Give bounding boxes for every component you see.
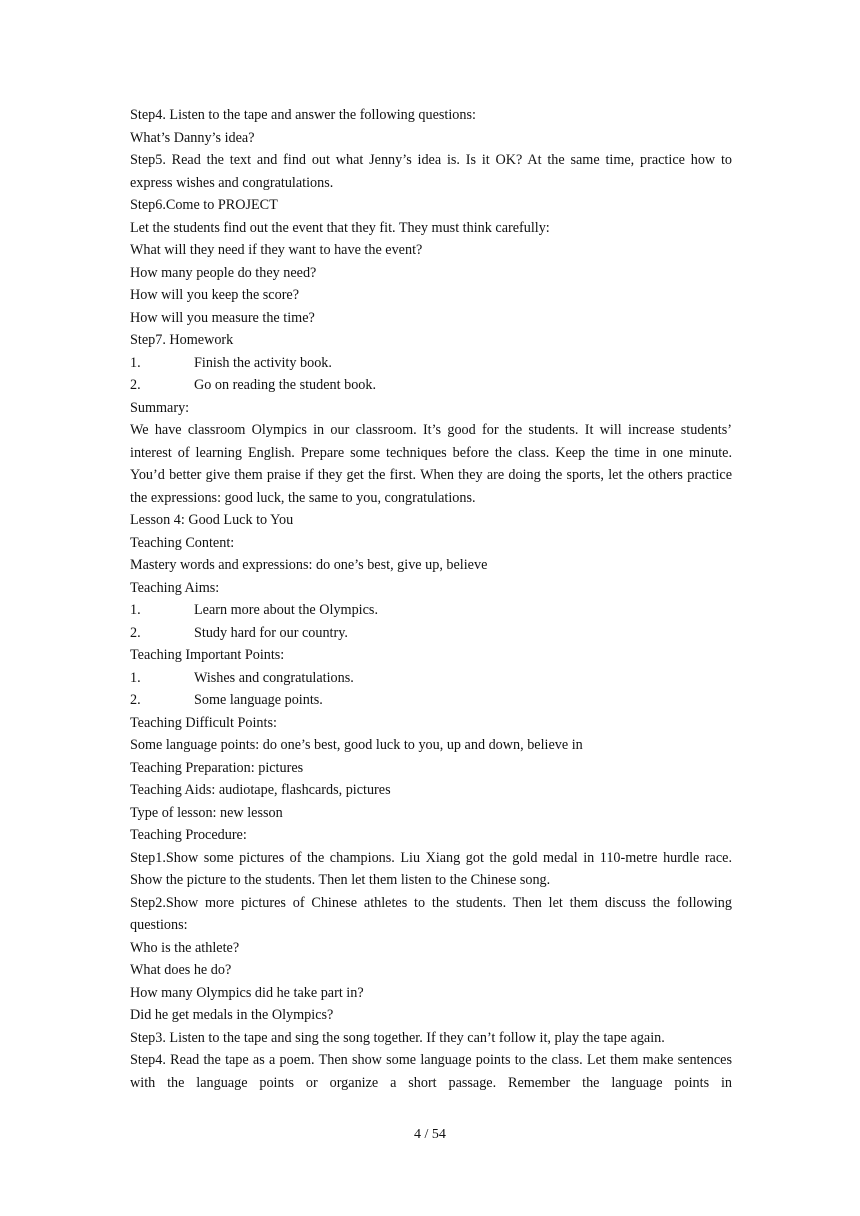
list-item bbox=[130, 689, 732, 712]
text-line: Did he get medals in the Olympics? bbox=[130, 1007, 334, 1023]
text-line: Teaching Difficult Points: bbox=[130, 714, 277, 731]
text-line: What will they need if they want to have the event? bbox=[130, 242, 423, 258]
list-item-number: 1. bbox=[130, 354, 141, 371]
list-item-text: Wishes and congratulations. bbox=[194, 669, 354, 686]
list-item-number: 2. bbox=[130, 692, 141, 708]
text-line: Mastery words and expressions: do one’s best, give up, believe bbox=[130, 557, 488, 573]
text-line: How many Olympics did he take part in? bbox=[130, 984, 364, 1001]
text-line: Lesson 4: Good Luck to You bbox=[130, 512, 294, 528]
text-line: Some language points: do one’s best, good luck to you, up and down, believe in bbox=[130, 737, 583, 753]
list-item-number: 2. bbox=[130, 377, 141, 393]
text-line: Who is the athlete? bbox=[130, 939, 240, 956]
list-item-text: Study hard for our country. bbox=[194, 624, 348, 641]
text-line: Step4. Listen to the tape and answer the following questions: bbox=[130, 107, 476, 123]
paragraph: Step1.Show some pictures of the champions. Liu Xiang got the gold medal in 110-metre hurdle race. Show the picture to the students. Then let them listen to the Chinese song. bbox=[130, 849, 732, 888]
list-item-text: Go on reading the student book. bbox=[194, 377, 377, 393]
list-item bbox=[130, 622, 732, 645]
page-number: 4 / 54 bbox=[414, 1127, 446, 1142]
paragraph: Step5. Read the text and find out what Jenny’s idea is. Is it OK? At the same time, practice how to express wishes and congratulations. bbox=[130, 152, 732, 191]
list-item-number: 1. bbox=[130, 602, 141, 618]
document-body bbox=[130, 104, 732, 1094]
text-line: Teaching Procedure: bbox=[130, 827, 247, 843]
paragraph: Step2.Show more pictures of Chinese athletes to the students. Then let them discuss the following questions: bbox=[130, 894, 732, 933]
text-line: How will you measure the time? bbox=[130, 309, 315, 326]
text-line: Let the students find out the event that they fit. They must think carefully: bbox=[130, 219, 550, 236]
text-line: Teaching Important Points: bbox=[130, 647, 285, 663]
text-line: Teaching Aids: audiotape, flashcards, pictures bbox=[130, 782, 391, 798]
list-item-number: 1. bbox=[130, 669, 141, 686]
text-line: What does he do? bbox=[130, 962, 232, 978]
text-line: Step6.Come to PROJECT bbox=[130, 197, 278, 213]
text-line: What’s Danny’s idea? bbox=[130, 129, 255, 146]
list-item bbox=[130, 374, 732, 397]
text-line: How will you keep the score? bbox=[130, 287, 300, 303]
text-line: Teaching Preparation: pictures bbox=[130, 759, 304, 776]
list-item-text: Some language points. bbox=[194, 692, 323, 708]
text-line: Teaching Content: bbox=[130, 534, 235, 551]
text-line: Type of lesson: new lesson bbox=[130, 804, 283, 821]
list-item bbox=[130, 667, 732, 690]
text-line: Summary: bbox=[130, 399, 190, 416]
list-item-text: Learn more about the Olympics. bbox=[194, 602, 378, 618]
text-line: Step7. Homework bbox=[130, 332, 234, 348]
text-line: Teaching Aims: bbox=[130, 579, 220, 596]
list-item bbox=[130, 599, 732, 622]
list-item-text: Finish the activity book. bbox=[194, 354, 332, 371]
paragraph: Step4. Read the tape as a poem. Then show some language points to the class. Let them make sentences with the language points or organize a short passage. Remember the language points in bbox=[130, 1052, 732, 1091]
text-line: How many people do they need? bbox=[130, 264, 317, 281]
list-item bbox=[130, 352, 732, 375]
paragraph: We have classroom Olympics in our classroom. It’s good for the students. It will increase students’ interest of learning English. Prepare some techniques before the class. Keep the time in one minute. You’d better give them praise if they get the first. When they are doing the sports, let the others practice the expressions: good luck, the same to you, congratulations. bbox=[130, 422, 732, 506]
paragraph: Step3. Listen to the tape and sing the song together. If they can’t follow it, play the tape again. bbox=[130, 1029, 665, 1046]
list-item-number: 2. bbox=[130, 624, 141, 641]
